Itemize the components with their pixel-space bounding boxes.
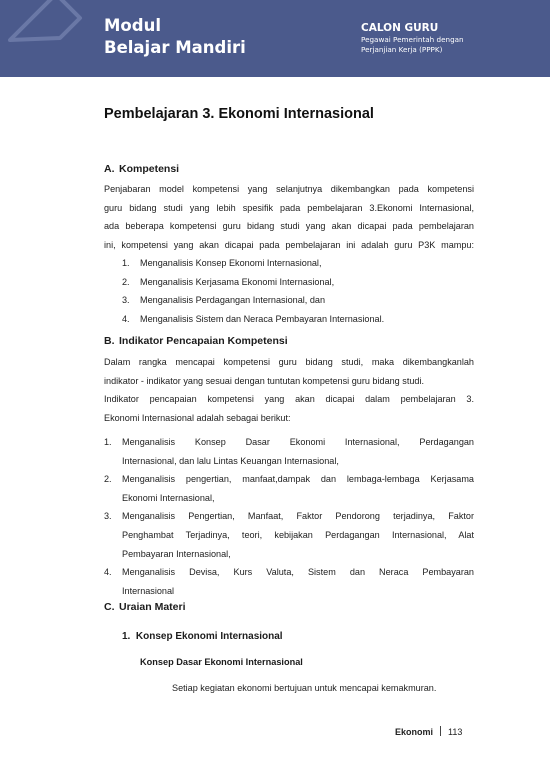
- footer-divider: [440, 726, 441, 736]
- list-text: Menganalisis pengertian, manfaat,dampak dan lembaga-lembaga Kerjasama: [122, 474, 474, 485]
- list-item: [122, 310, 472, 329]
- section-c-letter: C.: [104, 601, 115, 613]
- list-item: [122, 273, 472, 292]
- list-text: Pembayaran Internasional,: [122, 548, 231, 559]
- header-right-title: CALON GURU: [361, 22, 439, 34]
- paragraph-line: Setiap kegiatan ekonomi bertujuan untuk mencapai kemakmuran.: [172, 683, 437, 693]
- section-b-paragraph-2: [104, 390, 474, 427]
- list-text: Menganalisis Pengertian, Manfaat, Faktor Pendorong terjadinya, Faktor: [122, 511, 474, 522]
- list-item: [122, 291, 472, 310]
- paragraph-line: indikator - indikator yang sesuai dengan tuntutan kompetensi guru bidang studi.: [104, 375, 425, 386]
- page-footer: [395, 726, 462, 737]
- competency-list: [122, 254, 472, 328]
- list-text: Menganalisis Kerjasama Ekonomi Internasional,: [140, 276, 335, 287]
- list-number: 1.: [104, 437, 112, 447]
- section-b-title: Indikator Pencapaian Kompetensi: [119, 335, 288, 347]
- section-b-heading: [104, 335, 288, 347]
- list-text: Menganalisis Devisa, Kurs Valuta, Sistem dan Neraca Pembayaran: [122, 567, 474, 578]
- module-title-line1: Modul: [104, 16, 161, 35]
- section-a-heading: [104, 163, 179, 175]
- list-text: Penghambat Terjadinya, teori, kebijakan Perdagangan Internasional, Alat: [122, 529, 474, 540]
- header-decoration-icon: [0, 0, 90, 77]
- section-b-paragraph-1: [104, 353, 474, 390]
- header-subtitle-block: [361, 22, 464, 54]
- list-number: 2.: [122, 276, 130, 287]
- list-number: 1.: [122, 258, 130, 268]
- list-item: [104, 433, 474, 470]
- list-text: Ekonomi Internasional,: [122, 492, 215, 503]
- section-b-letter: B.: [104, 335, 115, 347]
- list-number: 4.: [104, 567, 112, 578]
- subsection-heading: 1. Konsep Ekonomi Internasional: [122, 631, 283, 642]
- header-banner: [0, 0, 550, 77]
- paragraph-line: guru bidang studi yang lebih spesifik pada pembelajaran 3.Ekonomi Internasional,: [104, 202, 474, 213]
- list-text: Menganalisis Perdagangan Internasional, dan: [140, 295, 326, 306]
- section-c-paragraph: [172, 679, 472, 698]
- paragraph-line: ada beberapa kompetensi guru bidang studi yang akan dicapai pada pembelajaran: [104, 221, 474, 232]
- section-c-title: Uraian Materi: [119, 601, 186, 613]
- indicator-list: [104, 433, 474, 600]
- section-a-title: Kompetensi: [119, 163, 180, 175]
- section-a-letter: A.: [104, 163, 115, 175]
- list-text: Menganalisis Sistem dan Neraca Pembayaran Internasional.: [140, 313, 385, 324]
- section-c-heading: [104, 601, 186, 613]
- paragraph-line: Dalam rangka mencapai kompetensi guru bidang studi, maka dikembangkanlah: [104, 357, 474, 367]
- list-text: Internasional: [122, 585, 175, 596]
- subsubsection-heading: Konsep Dasar Ekonomi Internasional: [140, 657, 303, 667]
- list-item: [104, 507, 474, 563]
- paragraph-line: ini, kompetensi yang akan dicapai pada pembelajaran ini adalah guru P3K mampu:: [104, 239, 474, 250]
- paragraph-line: Indikator pencapaian kompetensi yang akan dicapai dalam pembelajaran 3.: [104, 394, 474, 404]
- page-title: Pembelajaran 3. Ekonomi Internasional: [104, 106, 374, 122]
- list-item: [122, 254, 472, 273]
- list-number: 2.: [104, 474, 112, 485]
- section-a-paragraph: [104, 180, 474, 254]
- footer-module-name: Ekonomi: [395, 727, 434, 737]
- header-right-sub2: Perjanjian Kerja (PPPK): [361, 44, 443, 54]
- list-number: 3.: [104, 511, 112, 522]
- module-title: [104, 15, 246, 59]
- list-text: Internasional, dan lalu Lintas Keuangan Internasional,: [122, 455, 339, 466]
- header-right-sub1: Pegawai Pemerintah dengan: [361, 35, 464, 44]
- list-text: Menganalisis Konsep Ekonomi Internasional,: [140, 258, 322, 268]
- module-title-line2: Belajar Mandiri: [104, 38, 246, 57]
- list-number: 4.: [122, 313, 130, 324]
- list-text: Menganalisis Konsep Dasar Ekonomi Internasional, Perdagangan: [122, 437, 474, 447]
- page-number: 113: [448, 727, 463, 737]
- paragraph-line: Ekonomi Internasional adalah sebagai berikut:: [104, 412, 291, 423]
- list-item: [104, 563, 474, 600]
- list-number: 3.: [122, 295, 130, 306]
- paragraph-line: Penjabaran model kompetensi yang selanjutnya dikembangkan pada kompetensi: [104, 184, 474, 194]
- list-item: [104, 470, 474, 507]
